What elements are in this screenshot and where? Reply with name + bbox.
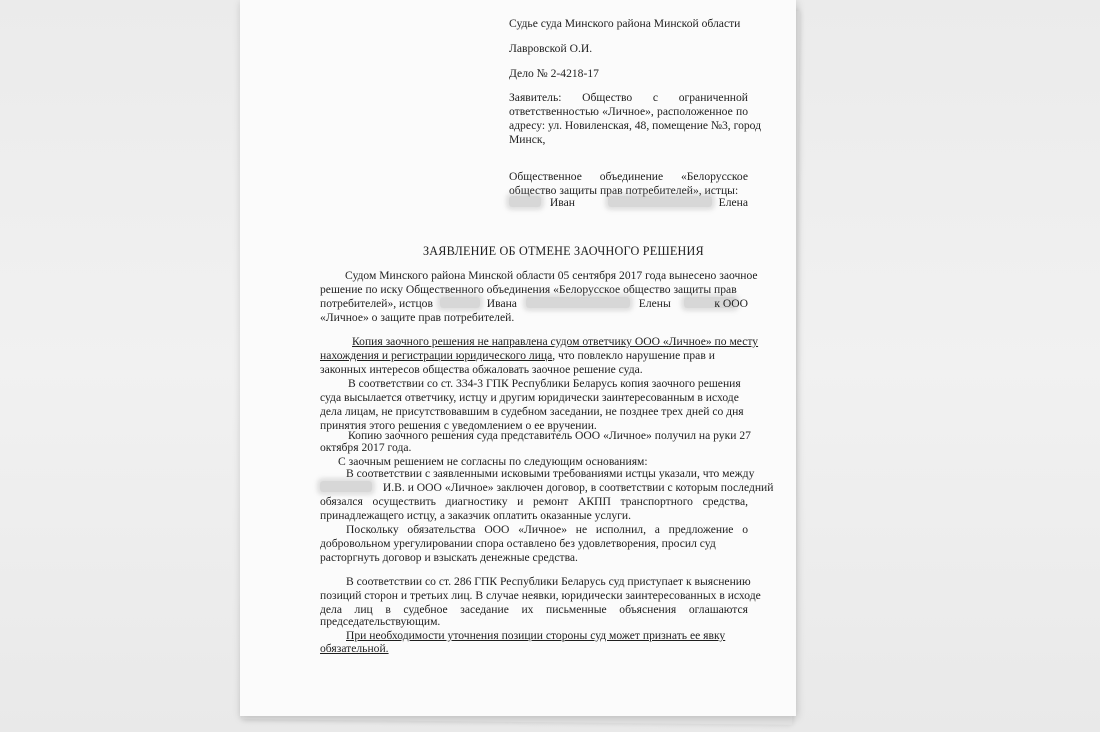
paragraph-line: дела лицам, не присутствовавшим в судебном заседании, не позднее трех дней со дня [320,405,744,418]
paragraph-line: Судом Минского района Минской области 05 сентября 2017 года вынесено заочное [345,269,758,282]
text-fragment: Елены [638,297,671,310]
redacted-surname [509,196,541,207]
redacted-surname [320,481,372,492]
paragraph-line: принадлежащего истцу, а заказчик оплатить оказанные услуги. [320,509,632,522]
applicant-line: Заявитель: Общество с ограниченной [509,91,748,104]
paragraph-line: добровольном урегулировании спора оставлено без удовлетворения, просил суд [320,537,716,550]
paragraph-line: октября 2017 года. [320,441,412,454]
underlined-fragment: нахождения и регистрации юридического лица [320,349,553,362]
paragraph-line: суда высылается ответчику, истцу и другим юридически заинтересованным в исходе [320,391,739,404]
paragraph-line: Поскольку обязательства ООО «Личное» не исполнил, а предложение о [346,523,748,536]
public-association-line: Общественное объединение «Белорусское [509,170,748,183]
paragraph-line: решение по иску Общественного объединения «Белорусское общество защиты прав [320,283,737,296]
plaintiffs-line [509,196,748,210]
paragraph-line-redacted [320,481,774,495]
plaintiff-name-ivan: Иван [549,196,575,209]
applicant-line: адресу: ул. Новиленская, 48, помещение №3, город [509,119,762,132]
addressee-judge: Судье суда Минского района Минской области [509,17,741,30]
public-association-line: общество защиты прав потребителей», истцы: [509,184,739,197]
plaintiff-name-elena: Елена [718,196,748,209]
text-fragment: к ООО [714,297,748,310]
applicant-line: ответственностью «Личное», расположенное по [509,105,748,118]
paragraph-line: принятия этого решения с уведомлением о ее вручении. [320,419,597,432]
document-page [240,0,796,716]
redacted-surname [440,297,480,308]
paragraph-line: В соответствии со ст. 286 ГПК Республики Беларусь суд приступает к выяснению [346,575,751,588]
paragraph-line: В соответствии со ст. 334-3 ГПК Республики Беларусь копия заочного решения [348,377,741,390]
paragraph-line-underlined: Копия заочного решения не направлена судом ответчику ООО «Личное» по месту [352,335,759,348]
paragraph-line: «Личное» о защите прав потребителей. [320,311,515,324]
text-fragment: Ивана [486,297,517,310]
text-fragment: , что повлекло нарушение прав и [552,349,715,362]
addressee-judge-name: Лавровской О.И. [509,42,593,55]
paragraph-line: С заочным решением не согласны по следующим основаниям: [338,455,648,468]
paragraph-line: расторгнуть договор и взыскать денежные средства. [320,551,578,564]
text-fragment: потребителей», истцов [320,297,433,310]
paragraph-line: обязался осуществить диагностику и ремонт АКПП транспортного средства, [320,495,748,508]
case-number: Дело № 2-4218-17 [509,67,599,80]
paragraph-line: дела лиц в судебное заседание их письменные объяснения оглашаются [320,603,748,616]
text-fragment: И.В. и ООО «Личное» заключен договор, в соответствии с которым последний [382,481,774,494]
paragraph-line-redacted [320,297,748,311]
paragraph-line: Копию заочного решения суда представитель ООО «Личное» получил на руки 27 [348,429,751,442]
paragraph-line-underlined: обязательной. [320,642,389,655]
document-title: ЗАЯВЛЕНИЕ ОБ ОТМЕНЕ ЗАОЧНОГО РЕШЕНИЯ [423,244,704,258]
paragraph-line: законных интересов общества обжаловать заочное решение суда. [320,363,643,376]
applicant-line: Минск, [509,133,546,146]
paragraph-line [320,349,748,363]
paragraph-line: В соответствии с заявленными исковыми требованиями истцы указали, что между [346,467,755,480]
redacted-name [608,196,712,207]
redacted-name [526,297,630,308]
paragraph-line: позиций сторон и третьих лиц. В случае неявки, юридически заинтересованных в исходе [320,589,761,602]
paragraph-line: председательствующим. [320,615,441,628]
paragraph-line-underlined: При необходимости уточнения позиции стороны суд может признать ее явку [346,629,726,642]
